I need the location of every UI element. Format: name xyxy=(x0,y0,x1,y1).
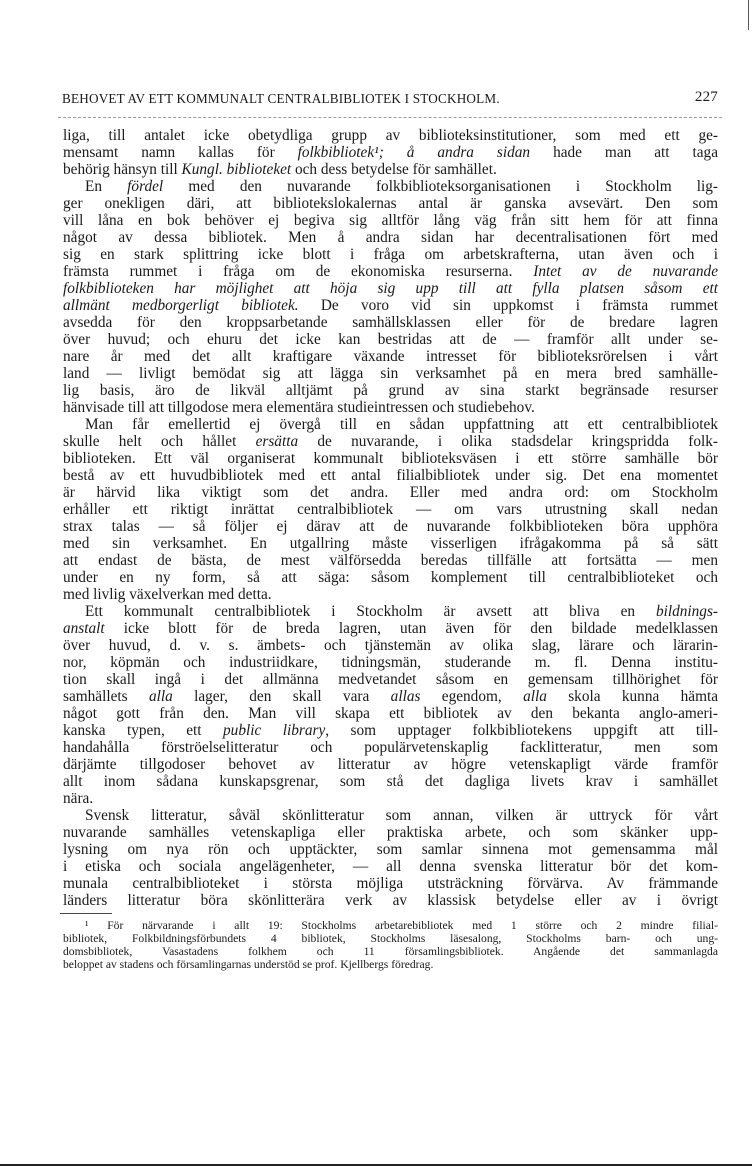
footnote xyxy=(63,919,718,971)
text-line xyxy=(63,739,718,756)
header-rule xyxy=(58,117,722,118)
text-segment: handahålla förströelselitteratur och populärvetenskaplig facklitteratur, men som xyxy=(63,739,718,756)
text-segment: över huvud; och ehuru det icke kan bestridas att de — framför allt under se- xyxy=(63,331,718,348)
text-segment: över huvud, d. v. s. ämbets- och tjänstemän av olika slag, lärare och lärarin- xyxy=(63,637,718,654)
text-segment: En xyxy=(85,178,128,195)
paragraph xyxy=(63,127,718,178)
text-segment: Ett kommunalt centralbibliotek i Stockholm är avsett att bliva en xyxy=(85,603,656,620)
text-segment: lysning om nya rön och upptäckter, som samlar sinnena mot gemensamma mål xyxy=(63,841,718,858)
text-line xyxy=(63,314,718,331)
text-line xyxy=(63,722,718,739)
running-title: BEHOVET AV ETT KOMMUNALT CENTRALBIBLIOTEK I STOCKHOLM. xyxy=(62,91,500,106)
text-line xyxy=(63,484,718,501)
text-segment: vill låna en bok behöver ej begiva sig alltför lång väg från sitt hem för att finna xyxy=(63,212,718,229)
text-segment: Svensk litteratur, såväl skönlitteratur som annan, vilken är uttryck för vårt xyxy=(85,807,718,824)
text-line xyxy=(63,892,718,909)
italic-text: alla xyxy=(523,688,547,705)
text-line xyxy=(63,501,718,518)
text-segment: Man får emellertid ej övergå till en sådan uppfattning att ett centralbibliotek xyxy=(85,416,718,433)
text-line xyxy=(63,790,718,807)
text-line xyxy=(63,433,718,450)
footnote-line: beloppet av stadens och församlingarnas understöd se prof. Kjellbergs föredrag. xyxy=(63,958,434,971)
text-segment: sig en stark splittring icke blott i fråga om arbetskrafterna, utan även och i xyxy=(63,246,718,263)
text-segment: länders litteratur böra skönlitterära verk av klassisk betydelse eller av i övrigt xyxy=(63,892,718,909)
text-segment: skola kunna hämta xyxy=(546,688,719,705)
text-segment: främsta rummet i fråga om de ekonomiska resurserna. xyxy=(63,263,534,280)
paragraph xyxy=(63,178,718,416)
paragraph xyxy=(63,603,718,807)
text-segment: lager, den skall vara xyxy=(172,688,391,705)
text-line xyxy=(63,824,718,841)
text-segment: avsedda för den kroppsarbetande samhällsklassen eller för de bredare lagren xyxy=(63,314,718,331)
text-segment: De voro vid sin uppkomst i främsta rummet xyxy=(298,297,718,314)
footnote-rule xyxy=(60,913,112,914)
text-line xyxy=(63,229,718,246)
text-line xyxy=(63,178,718,195)
text-line xyxy=(63,688,718,705)
text-segment: ger onekligen däri, att bibliotekslokalernas antal är ganska avsevärt. Den som xyxy=(63,195,718,212)
italic-text: allmänt medborgerligt bibliotek. xyxy=(63,297,299,314)
text-line xyxy=(63,365,718,382)
text-segment: i etiska och sociala angelägenheter, — all denna svenska litteratur bör det kom- xyxy=(63,858,718,875)
text-segment: , som upptager folkbibliotekens uppgift att till- xyxy=(325,722,718,739)
text-segment: biblioteken. Ett väl organiserat kommunalt biblioteksväsen i ett större samhälle bör xyxy=(63,450,718,467)
text-segment: hänvisade till att tillgodose mera elementära studieintressen och studiebehov. xyxy=(63,399,535,416)
text-segment: under en ny form, så att säga: såsom komplement till centralbiblioteket och xyxy=(63,569,718,586)
italic-text: folkbiblioteken har möjlighet att höja sig upp till att fylla platsen såsom ett xyxy=(63,280,718,297)
text-segment: därjämte tillgodoser behovet av litteratur av högre vetenskapligt värde framför xyxy=(63,756,718,773)
text-segment: samhällets xyxy=(63,688,149,705)
text-line xyxy=(63,263,718,280)
text-line xyxy=(63,399,718,416)
text-segment: nor, köpmän och industriidkare, tidningsmän, studerande m. fl. Denna institu- xyxy=(63,654,718,671)
text-segment: lig basis, äro de likväl alltjämt på grund av sina starkt begränsade resurser xyxy=(63,382,718,399)
text-line xyxy=(63,450,718,467)
footnote-line: domsbibliotek, Vasastadens folkhem och 11 församlingsbibliotek. Angående det sammanlagda xyxy=(63,945,718,958)
italic-text: Kungl. biblioteket xyxy=(181,161,292,178)
text-line xyxy=(63,297,718,314)
text-segment: munala centralbiblioteket i största möjliga utsträckning förvärva. Av främmande xyxy=(63,875,718,892)
text-line xyxy=(63,331,718,348)
italic-text: bildnings- xyxy=(655,603,718,620)
text-segment: liga, till antalet icke obetydliga grupp av biblioteksinstitutioner, som med ett ge- xyxy=(63,127,718,144)
text-line xyxy=(63,858,718,875)
text-line xyxy=(63,416,718,433)
text-segment: tion skall ingå i det allmänna medvetandet såsom en gemensam tillhörighet för xyxy=(63,671,718,688)
italic-text: public library xyxy=(223,722,326,739)
body-text xyxy=(63,127,718,909)
text-segment: med livlig växelverkan med detta. xyxy=(63,586,272,603)
text-line xyxy=(63,637,718,654)
text-line xyxy=(63,348,718,365)
paragraph xyxy=(63,807,718,909)
italic-text: ersätta xyxy=(255,433,299,450)
text-segment: behörig hänsyn till xyxy=(63,161,182,178)
text-line xyxy=(63,756,718,773)
text-segment: är härvid lika viktigt som det andra. Eller med andra ord: om Stockholm xyxy=(63,484,718,501)
text-segment: strax talas — så följer ej därav att de nuvarande folkbiblioteken böra upphöra xyxy=(63,518,718,535)
running-header xyxy=(62,91,718,109)
italic-text: anstalt xyxy=(63,620,105,637)
text-line xyxy=(63,620,718,637)
text-line xyxy=(63,535,718,552)
page-number: 227 xyxy=(694,89,718,105)
text-segment: bestå av ett huvudbibliotek med ett antal filialbibliotek under sig. Det ena momentet xyxy=(63,467,718,484)
text-segment: icke blott för de breda lagren, utan även för den bildade medelklassen xyxy=(104,620,718,637)
text-segment: kanska typen, ett xyxy=(63,722,224,739)
text-line xyxy=(63,807,718,824)
paragraph xyxy=(63,416,718,603)
text-line xyxy=(63,654,718,671)
text-line xyxy=(63,127,718,144)
text-line xyxy=(63,875,718,892)
text-segment: med sin verksamhet. En utgallring måste visserligen ifrågakomma på så sätt xyxy=(63,535,718,552)
text-segment: och dess betydelse för samhället. xyxy=(291,161,497,178)
text-segment: nare år med det allt kraftigare växande intresset för biblioteksrörelsen i vårt xyxy=(63,348,718,365)
text-line xyxy=(63,603,718,620)
text-segment: egendom, xyxy=(420,688,524,705)
text-line xyxy=(63,467,718,484)
text-segment: nuvarande samhälles vetenskapliga eller praktiska arbete, och som skänker upp- xyxy=(63,824,718,841)
text-line xyxy=(63,382,718,399)
text-line xyxy=(63,569,718,586)
text-line xyxy=(63,212,718,229)
text-line xyxy=(63,195,718,212)
text-line xyxy=(63,552,718,569)
italic-text: allas xyxy=(390,688,421,705)
text-line xyxy=(63,161,718,178)
text-segment: att endast de bästa, de mest välförsedda beredas tillfälle att fortsätta — men xyxy=(63,552,718,569)
text-segment: nära. xyxy=(63,790,94,807)
italic-text: alla xyxy=(148,688,173,705)
text-line xyxy=(63,841,718,858)
italic-text: fördel xyxy=(127,178,164,195)
text-segment: med den nuvarande folkbiblioteksorganisationen i Stockholm lig- xyxy=(163,178,718,195)
text-line xyxy=(63,705,718,722)
text-segment: något av dessa bibliotek. Men å andra sidan har decentralisationen fört med xyxy=(63,229,718,246)
text-line xyxy=(63,280,718,297)
text-segment: de nuvarande, i olika stadsdelar kringspridda folk- xyxy=(298,433,718,450)
text-segment: något gott från den. Man vill skapa ett bibliotek av den bekanta anglo-ameri- xyxy=(63,705,718,722)
text-line xyxy=(63,144,718,161)
text-segment: hade man att taga xyxy=(530,144,718,161)
text-segment: land — livligt bemödat sig att lägga sin verksamhet på en mera bred samhälle- xyxy=(63,365,718,382)
scan-edge-right xyxy=(748,0,749,30)
text-line xyxy=(63,773,718,790)
text-line xyxy=(63,246,718,263)
footnote-line: ¹ För närvarande i allt 19: Stockholms arbetarebibliotek med 1 större och 2 mindre filial- xyxy=(85,919,718,932)
footnote-line: bibliotek, Folkbildningsförbundets 4 bibliotek, Stockholms läsesalong, Stockholms barn- och ung- xyxy=(63,932,718,945)
text-segment: skulle helt och hållet xyxy=(63,433,256,450)
italic-text: folkbibliotek¹; å andra sidan xyxy=(297,144,531,161)
text-segment: erhåller ett riktigt inrättat centralbibliotek — om vars utrustning skall nedan xyxy=(63,501,718,518)
text-line xyxy=(63,518,718,535)
italic-text: Intet av de nuvarande xyxy=(533,263,718,280)
scan-edge xyxy=(0,1164,752,1166)
text-segment: allt inom sådana kunskapsgrenar, som stå det dagliga livets krav i samhället xyxy=(63,773,718,790)
text-line xyxy=(63,671,718,688)
text-line xyxy=(63,586,718,603)
text-segment: mensamt namn kallas för xyxy=(63,144,298,161)
